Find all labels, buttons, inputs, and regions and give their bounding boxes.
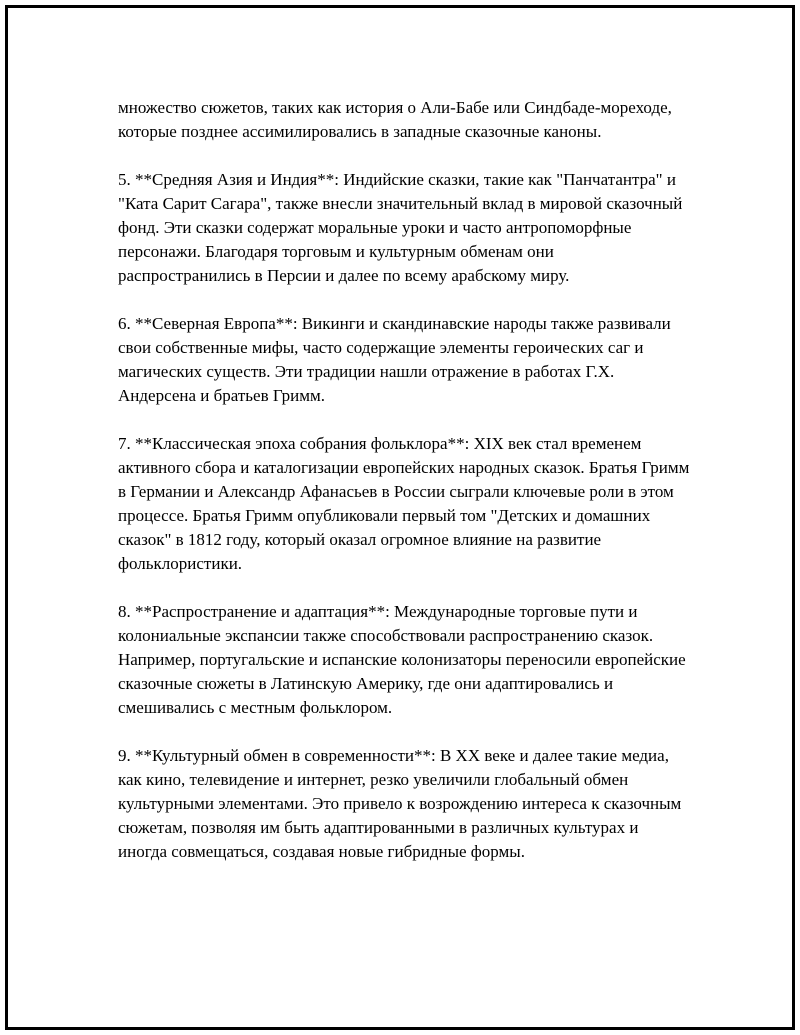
paragraph-spread-adaptation: 8. **Распространение и адаптация**: Международные торговые пути и колониальные экспансии также способствовали распространению сказок. Например, португальские и испанские колонизаторы переносили европейские сказочные сюжеты в Латинскую Америку, где они адаптировались и смешивались с местным фольклором. [118, 602, 686, 717]
paragraph-northern-europe: 6. **Северная Европа**: Викинги и скандинавские народы также развивали свои собственные мифы, часто содержащие элементы героических саг и магических существ. Эти традиции нашли отражение в работах Г.Х. Андерсена и братьев Гримм. [118, 314, 671, 405]
paragraph-modern-cultural-exchange: 9. **Культурный обмен в современности**: В XX веке и далее такие медиа, как кино, телевидение и интернет, резко увеличили глобальный обмен культурными элементами. Это привело к возрождению интереса к сказочным сюжетам, позволяя им быть адаптированными в различных культурах и иногда совмещаться, создавая новые гибридные формы. [118, 746, 682, 861]
document-body [118, 96, 690, 888]
paragraph-classical-folklore-era: 7. **Классическая эпоха собрания фольклора**: XIX век стал временем активного сбора и каталогизации европейских народных сказок. Братья Гримм в Германии и Александр Афанасьев в России сыграли ключевые роли в этом процессе. Братья Гримм опубликовали первый том "Детских и домашних сказок" в 1812 году, который оказал огромное влияние на развитие фольклористики. [118, 434, 690, 573]
paragraph-central-asia-india: 5. **Средняя Азия и Индия**: Индийские сказки, такие как "Панчатантра" и "Ката Сарит Сагара", также внесли значительный вклад в мировой сказочный фонд. Эти сказки содержат моральные уроки и часто антропоморфные персонажи. Благодаря торговым и культурным обменам они распространились в Персии и далее по всему арабскому миру. [118, 170, 683, 285]
paragraph-continuation: множество сюжетов, таких как история о Али-Бабе или Синдбаде-мореходе, которые позднее ассимилировались в западные сказочные каноны. [118, 98, 672, 141]
